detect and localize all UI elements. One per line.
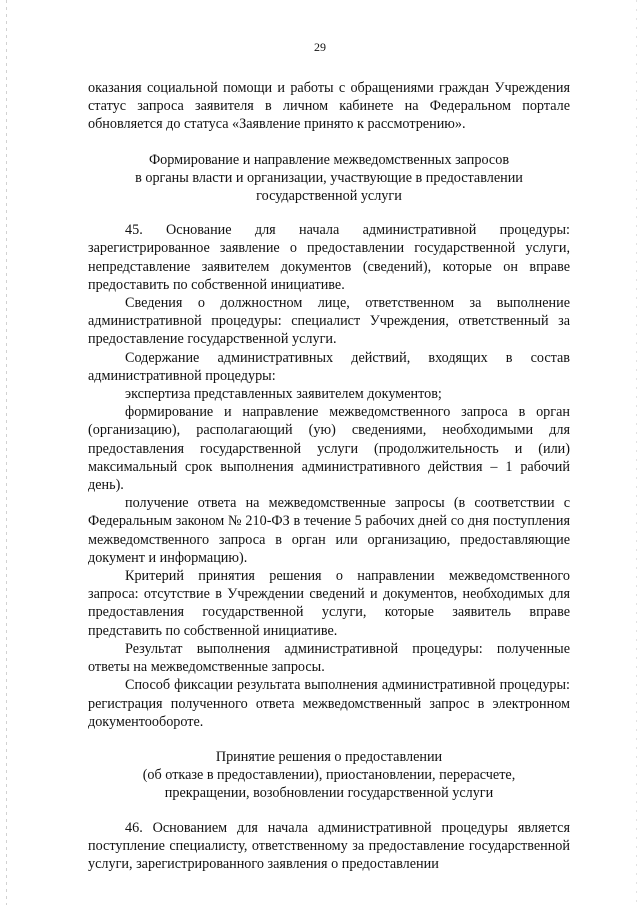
paragraph-continuation: оказания социальной помощи и работы с обращениями граждан Учреждения статус запроса заявителя в личном кабинете на Федеральном портале обновляется до статуса «Заявление принято к рассмотрению». (88, 80, 570, 133)
heading-line: Формирование и направление межведомственных запросов (148, 151, 510, 168)
page-number: 29 (314, 40, 326, 54)
document-body (88, 79, 570, 873)
paragraph-45: 45. Основание для начала административной процедуры: зарегистрированное заявление о предоставлении государственной услуги, непредставление заявителем документов (сведений), которые он вправе предоставить по собственной инициативе. (88, 222, 570, 293)
paragraph-method: Способ фиксации результата выполнения административной процедуры: регистрация полученного ответа межведомственный запрос в электронном документообороте. (88, 677, 570, 730)
paragraph-response: получение ответа на межведомственные запросы (в соответствии с Федеральным законом № 210-ФЗ в течение 5 рабочих дней со дня поступления межведомственного запроса в орган или организацию, предоставляющие документ и информацию). (88, 495, 570, 566)
section-heading-decision (88, 748, 570, 803)
paragraph-criterion: Критерий принятия решения о направлении межведомственного запроса: отсутствие в Учреждении сведений и документов, необходимых для предоставления государственной услуги, которые заявитель вправе представить по собственной инициативе. (88, 568, 570, 639)
heading-line: государственной услуги (256, 188, 402, 205)
heading-line: Принятие решения о предоставлении (215, 748, 443, 765)
section-heading-interagency-requests (88, 151, 570, 206)
heading-line: прекращении, возобновлении государственной услуги (164, 785, 494, 802)
paragraph-result: Результат выполнения административной процедуры: полученные ответы на межведомственные запросы. (88, 640, 570, 676)
scan-edge-left (6, 0, 7, 905)
paragraph-content: Содержание административных действий, входящих в состав административной процедуры: (88, 349, 570, 384)
paragraph-official: Сведения о должностном лице, ответственном за выполнение административной процедуры: специалист Учреждения, ответственный за предоставление государственной услуги. (88, 295, 570, 348)
paragraph-expertise: экспертиза представленных заявителем документов; (125, 386, 442, 403)
paragraph-forming: формирование и направление межведомственного запроса в орган (организацию), располагающий (ую) сведениями, необходимыми для предоставления государственной услуги (продолжительность и (или) максимальный срок выполнения административного действия – 1 рабочий день). (88, 404, 570, 494)
heading-line: (об отказе в предоставлении), приостановлении, перерасчете, (142, 767, 516, 784)
heading-line: в органы власти и организации, участвующие в предоставлении (135, 169, 523, 186)
scan-edge-right (636, 0, 637, 905)
paragraph-46: 46. Основанием для начала административной процедуры является поступление специалисту, ответственному за предоставление государственной услуги, зарегистрированного заявления о предоставлении (88, 819, 570, 872)
